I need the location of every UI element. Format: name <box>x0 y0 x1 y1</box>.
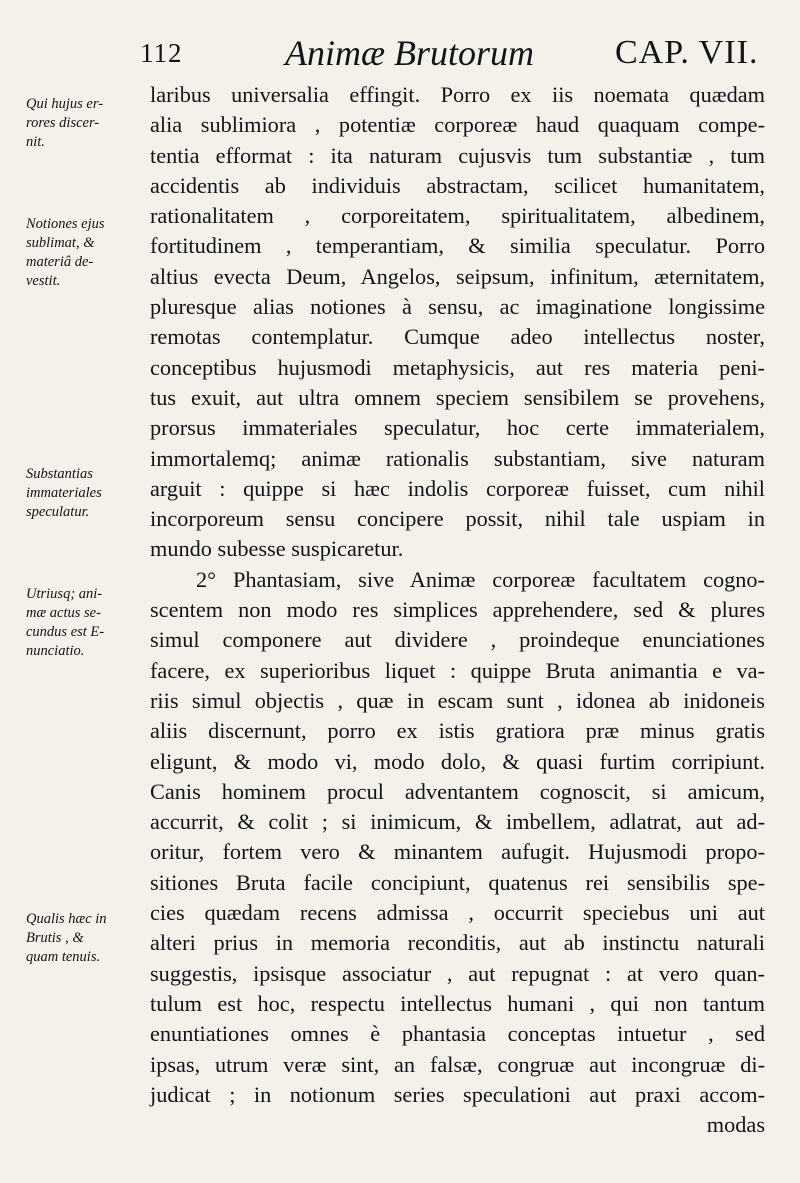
text-line: alia sublimiora , potentiæ corporeæ haud quaquam compe- <box>150 112 765 138</box>
text-line: pluresque alias notiones à sensu, ac imaginatione longissime <box>150 294 765 320</box>
text-line: incorporeum sensu concipere possit, nihil tale uspiam in <box>150 506 765 532</box>
text-line: aliis discernunt, porro ex istis gratiora præ minus gratis <box>150 718 765 744</box>
margin-note: Substantias immateriales speculatur. <box>26 466 102 520</box>
text-line: sitiones Bruta facile concipiunt, quatenus rei sensibilis spe- <box>150 869 765 895</box>
chapter-label: CAP. VII. <box>615 34 759 71</box>
text-line: tulum est hoc, respectu intellectus humani , qui non tantum <box>150 990 765 1016</box>
text-line: riis simul objectis , quæ in escam sunt , idonea ab inidoneis <box>150 687 765 713</box>
page-number: 112 <box>140 38 183 68</box>
text-line: laribus universalia effingit. Porro ex iis noemata quædam <box>150 82 765 107</box>
text-line: remotas contemplatur. Cumque adeo intellectus noster, <box>150 324 765 350</box>
text-line: mundo subesse suspicaretur. <box>150 536 404 562</box>
text-line: tentia efformat : ita naturam cujusvis tum substantiæ , tum <box>150 142 765 168</box>
body-text <box>150 80 765 1140</box>
text-line: accurrit, & colit ; si inimicum, & imbellem, adlatrat, aut ad- <box>150 809 765 835</box>
text-line: cies quædam recens admissa , occurrit speciebus uni aut <box>150 900 765 926</box>
text-line: facere, ex superioribus liquet : quippe Bruta animantia e va- <box>150 657 765 683</box>
running-head <box>0 18 800 78</box>
text-line: oritur, fortem vero & minantem aufugit. Hujusmodi propo- <box>150 839 765 865</box>
text-line: immortalemq; animæ rationalis substantiam, sive naturam <box>150 445 765 471</box>
text-line: rationalitatem , corporeitatem, spiritualitatem, albedinem, <box>150 203 765 229</box>
text-line: altius evecta Deum, Angelos, seipsum, infinitum, æternitatem, <box>150 263 765 289</box>
text-line: enuntiationes omnes è phantasia conceptas intuetur , sed <box>150 1021 765 1047</box>
margin-note: Utriusq; ani- mæ actus se- cundus est E- nunciatio. <box>26 586 105 659</box>
text-line: judicat ; in notionum series speculationi aut praxi accom- <box>150 1081 765 1107</box>
text-line: Canis hominem procul adventantem cognoscit, si amicum, <box>150 778 765 804</box>
text-line: ipsas, utrum veræ sint, an falsæ, congruæ aut incongruæ di- <box>150 1051 765 1077</box>
text-line: conceptibus hujusmodi metaphysicis, aut res materia peni- <box>150 354 765 380</box>
text-line: alteri prius in memoria reconditis, aut ab instinctu naturali <box>150 930 765 956</box>
text-line: prorsus immateriales speculatur, hoc certe immaterialem, <box>150 415 765 441</box>
text-line: tus exuit, aut ultra omnem speciem sensibilem se provehens, <box>150 384 765 410</box>
text-line: eligunt, & modo vi, modo dolo, & quasi furtim corripiunt. <box>150 748 765 774</box>
margin-note: Notiones ejus sublimat, & materiâ de- vestit. <box>26 216 105 289</box>
text-line: suggestis, ipsisque associatur , aut repugnat : at vero quan- <box>150 960 765 986</box>
margin-note: Qualis hæc in Brutis , & quam tenuis. <box>26 911 107 965</box>
text-line: 2° Phantasiam, sive Animæ corporeæ facultatem cogno- <box>196 566 765 592</box>
running-title: Animæ Brutorum <box>285 33 535 73</box>
text-line: scentem non modo res simplices apprehendere, sed & plures <box>150 597 765 623</box>
margin-note: Qui hujus er- rores discer- nit. <box>26 96 104 150</box>
text-line: simul componere aut dividere , proindeque enunciationes <box>150 627 765 653</box>
text-line: arguit : quippe si hæc indolis corporeæ fuisset, cum nihil <box>150 475 765 501</box>
catchword: modas <box>706 1112 765 1138</box>
text-line: fortitudinem , temperantiam, & similia speculatur. Porro <box>150 233 765 259</box>
text-line: accidentis ab individuis abstractam, scilicet humanitatem, <box>150 172 765 198</box>
